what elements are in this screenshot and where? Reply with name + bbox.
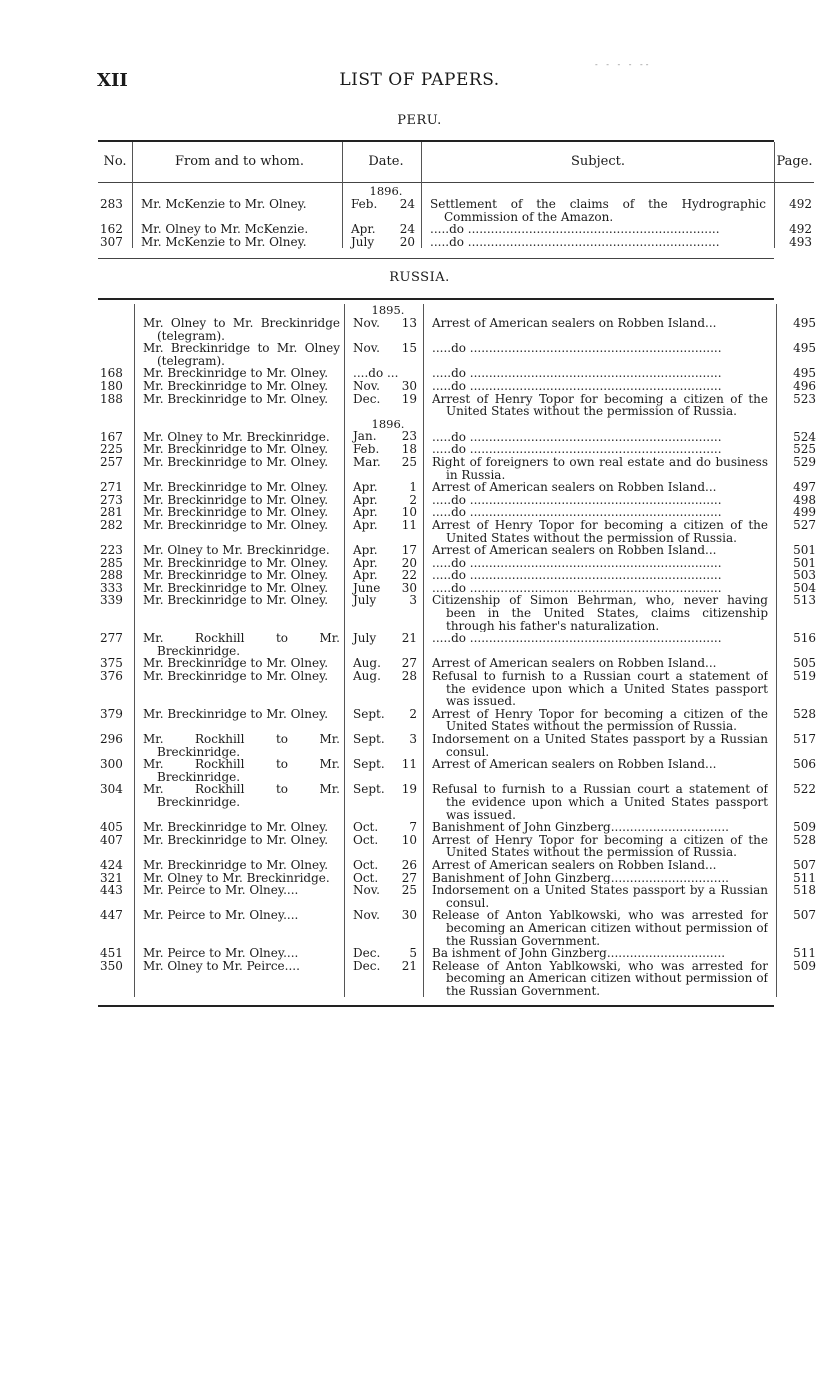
- date-month: Nov.: [353, 378, 380, 393]
- doc-number: 285: [100, 555, 123, 570]
- table-row: [98, 733, 818, 758]
- col-header-from: From and to whom.: [133, 142, 343, 183]
- date-day: 11: [401, 757, 417, 772]
- date-month: Nov.: [353, 908, 380, 923]
- russia-top-rule: [98, 298, 774, 300]
- col-header-subject: Subject.: [422, 142, 775, 183]
- correspondent: Mr. Breckinridge to Mr. Olney.: [143, 568, 329, 583]
- table-row: [98, 783, 818, 821]
- date-day: 1: [409, 480, 417, 495]
- date-month: Apr.: [353, 480, 378, 495]
- subject-text: Right of foreigners to own real estate and do business in Russia.: [432, 455, 768, 482]
- date-day: 11: [401, 517, 417, 532]
- date-month: Oct.: [353, 820, 379, 835]
- subject-text: Arrest of Henry Topor for becoming a citizen of the United States without the permission of Russia.: [432, 392, 768, 418]
- col-header-date: Date.: [343, 142, 422, 183]
- correspondent: Mr. Breckinridge to Mr. Olney.: [143, 442, 329, 457]
- date-day: 26: [401, 857, 417, 872]
- date-month: Oct.: [353, 870, 379, 885]
- page-ref: 507: [793, 857, 816, 872]
- correspondent: Mr. Breckinridge to Mr. Olney (telegram).: [143, 341, 340, 368]
- date-month: ....do ...: [353, 366, 399, 381]
- correspondent: Mr. Olney to Mr. Breckinridge.: [143, 870, 330, 885]
- page-ref: 495: [793, 316, 816, 330]
- subject-text: Indorsement on a United States passport by a Russian consul.: [432, 733, 768, 759]
- page-ref: 497: [793, 480, 816, 495]
- doc-number: 407: [100, 832, 123, 847]
- subject-text: Refusal to furnish to a Russian court a statement of the evidence upon which a United States passport was issued.: [432, 783, 768, 822]
- table-row: [98, 632, 818, 657]
- date-day: 21: [401, 631, 417, 646]
- doc-number: 257: [100, 454, 123, 469]
- subject-text: Indorsement on a United States passport by a Russian consul.: [432, 884, 768, 910]
- doc-number: 282: [100, 517, 123, 532]
- correspondent: Mr. Rockhill to Mr. Breckinridge.: [143, 631, 340, 658]
- date-day: 27: [401, 870, 417, 885]
- correspondent: Mr. Rockhill to Mr. Breckinridge.: [143, 757, 340, 784]
- page-ref: 492: [789, 197, 812, 211]
- correspondent: Mr. Olney to Mr. Peirce....: [143, 958, 300, 973]
- table-row: [98, 519, 818, 544]
- table-row: [98, 821, 818, 834]
- date-day: 2: [409, 706, 417, 721]
- year-label: 1896.: [371, 416, 405, 431]
- doc-number: 180: [100, 378, 123, 393]
- subject-text: .....do ..................................................................: [430, 235, 720, 249]
- subject-text: Ba ishment of John Ginzberg...............................: [432, 947, 726, 960]
- doc-number: 304: [100, 782, 123, 797]
- page-ref: 504: [793, 580, 816, 595]
- date-month: Dec.: [353, 958, 381, 973]
- table-row: [98, 418, 818, 444]
- doc-number: 424: [100, 857, 123, 872]
- subject-text: .....do ..................................................................: [432, 556, 722, 570]
- correspondent: Mr. McKenzie to Mr. Olney.: [141, 197, 307, 211]
- date-day: 17: [401, 543, 417, 558]
- correspondent: Mr. Peirce to Mr. Olney....: [143, 883, 299, 898]
- correspondent: Mr. Breckinridge to Mr. Olney.: [143, 593, 329, 608]
- col-header-page: Page.: [775, 142, 815, 183]
- page-ref: 516: [793, 631, 816, 646]
- doc-number: 350: [100, 958, 123, 973]
- date-month: Apr.: [353, 505, 378, 520]
- page-ref: 501: [793, 555, 816, 570]
- doc-number: 307: [100, 234, 123, 249]
- doc-number: 167: [100, 429, 123, 444]
- subject-text: .....do ..................................................................: [432, 379, 722, 393]
- subject-text: .....do ..................................................................: [432, 632, 722, 645]
- doc-number: 447: [100, 908, 123, 923]
- date-day: 10: [401, 505, 417, 520]
- date-day: 3: [409, 732, 417, 746]
- table-row: [98, 342, 818, 367]
- date-month: Nov.: [353, 883, 380, 898]
- page-ref: 527: [793, 517, 816, 532]
- correspondent: Mr. Olney to Mr. Breckinridge.: [143, 429, 330, 444]
- page-ref: 509: [793, 958, 816, 973]
- doc-number: 271: [100, 480, 123, 495]
- page-ref: 511: [793, 946, 816, 961]
- date-month: Nov.: [353, 341, 380, 356]
- subject-text: .....do ..................................................................: [432, 342, 722, 355]
- subject-text: .....do ..................................................................: [432, 581, 722, 595]
- table-row: [98, 834, 818, 859]
- correspondent: Mr. Breckinridge to Mr. Olney.: [143, 391, 329, 406]
- page-ref: 506: [793, 757, 816, 772]
- peru-table: [98, 142, 814, 248]
- page-ref: 496: [793, 378, 816, 393]
- correspondent: Mr. Rockhill to Mr. Breckinridge.: [143, 782, 340, 809]
- correspondent: Mr. Breckinridge to Mr. Olney.: [143, 480, 329, 495]
- page-ref: 522: [793, 782, 816, 797]
- column-header-row: [98, 142, 814, 183]
- correspondent: Mr. Breckinridge to Mr. Olney.: [143, 366, 329, 381]
- russia-table: [98, 304, 818, 997]
- correspondent: Mr. Olney to Mr. Breckinridge (telegram).: [143, 316, 340, 343]
- date-month: Oct.: [353, 832, 379, 847]
- page-ref: 495: [793, 341, 816, 356]
- table-row: [98, 758, 818, 783]
- date-month: July: [351, 234, 375, 249]
- correspondent: Mr. Olney to Mr. Breckinridge.: [143, 543, 330, 558]
- page-ref: 507: [793, 908, 816, 923]
- table-row: [98, 859, 818, 872]
- date-day: 18: [401, 442, 417, 457]
- doc-number: 296: [100, 732, 123, 746]
- subject-text: .....do ..................................................................: [432, 493, 722, 507]
- subject-text: .....do ..................................................................: [432, 430, 722, 444]
- date-month: Nov.: [353, 315, 380, 330]
- subject-text: .....do ..................................................................: [432, 367, 722, 380]
- page-ref: 518: [793, 883, 816, 898]
- date-month: Apr.: [353, 543, 378, 558]
- date-month: Jan.: [353, 429, 377, 444]
- date-day: 2: [409, 492, 417, 507]
- correspondent: Mr. McKenzie to Mr. Olney.: [141, 234, 307, 249]
- subject-text: Arrest of American sealers on Robben Island...: [432, 758, 717, 771]
- date-day: 7: [409, 820, 417, 835]
- correspondent: Mr. Peirce to Mr. Olney....: [143, 908, 299, 923]
- table-row: [98, 708, 818, 733]
- page-ref: 511: [793, 870, 816, 885]
- doc-number: 273: [100, 492, 123, 507]
- table-row: [98, 670, 818, 708]
- page-ref: 528: [793, 706, 816, 721]
- date-month: Sept.: [353, 757, 385, 772]
- subject-text: Arrest of American sealers on Robben Island...: [432, 481, 717, 494]
- correspondent: Mr. Peirce to Mr. Olney....: [143, 946, 299, 961]
- date-month: Feb.: [353, 442, 380, 457]
- page-ref: 528: [793, 832, 816, 847]
- date-month: Feb.: [351, 196, 378, 211]
- date-day: 15: [401, 341, 417, 356]
- table-row: [98, 544, 818, 557]
- doc-number: 405: [100, 820, 123, 835]
- page-ref: 523: [793, 391, 816, 406]
- page-ref: 513: [793, 593, 816, 608]
- year-label: 1895.: [371, 303, 405, 317]
- page-ref: 503: [793, 568, 816, 583]
- correspondent: Mr. Breckinridge to Mr. Olney.: [143, 454, 329, 469]
- doc-number: 321: [100, 870, 123, 885]
- table-row: [98, 304, 818, 342]
- date-day: 19: [401, 782, 417, 797]
- page-title: LIST OF PAPERS.: [339, 70, 500, 90]
- table-row: [98, 393, 818, 418]
- doc-number: 281: [100, 505, 123, 520]
- date-day: 21: [401, 958, 417, 973]
- correspondent: Mr. Breckinridge to Mr. Olney.: [143, 492, 329, 507]
- subject-text: Arrest of Henry Topor for becoming a citizen of the United States without the permission of Russia.: [432, 707, 768, 733]
- correspondent: Mr. Olney to Mr. McKenzie.: [141, 222, 309, 237]
- correspondent: Mr. Rockhill to Mr. Breckinridge.: [143, 732, 340, 759]
- doc-number: 162: [100, 222, 123, 237]
- subject-text: Arrest of American sealers on Robben Island...: [432, 657, 717, 671]
- subject-text: Arrest of American sealers on Robben Island...: [432, 317, 717, 330]
- subject-text: .....do ..................................................................: [432, 506, 722, 519]
- date-day: 20: [399, 234, 415, 249]
- table-row: [98, 884, 818, 909]
- doc-number: 376: [100, 669, 123, 684]
- date-month: Apr.: [353, 517, 378, 532]
- page-ref: 517: [793, 732, 816, 746]
- date-month: Aug.: [353, 669, 381, 684]
- page-ref: 524: [793, 429, 816, 444]
- doc-number: 300: [100, 757, 123, 772]
- doc-number: 188: [100, 391, 123, 406]
- date-month: Sept.: [353, 706, 385, 721]
- page-ref: 505: [793, 656, 816, 671]
- page-ref: 493: [789, 234, 812, 249]
- doc-number: 277: [100, 631, 123, 646]
- russia-bottom-rule: [98, 1005, 774, 1007]
- date-month: Dec.: [353, 946, 381, 961]
- col-header-no: No.: [103, 153, 127, 169]
- date-day: 28: [401, 669, 417, 684]
- table-row: [98, 223, 814, 236]
- table-row: [98, 569, 818, 582]
- peru-table-body: [98, 185, 814, 248]
- date-month: July: [353, 593, 377, 608]
- table-row: [98, 947, 818, 960]
- correspondent: Mr. Breckinridge to Mr. Olney.: [143, 669, 329, 684]
- date-day: 22: [401, 568, 417, 583]
- subject-text: Arrest of Henry Topor for becoming a citizen of the United States without the permission of Russia.: [432, 518, 768, 545]
- subject-text: Release of Anton Yablkowski, who was arrested for becoming an American citizen without permission of the Russian Government.: [432, 959, 768, 998]
- doc-number: 223: [100, 543, 123, 558]
- page-number: XII: [97, 70, 128, 91]
- correspondent: Mr. Breckinridge to Mr. Olney.: [143, 857, 329, 872]
- subject-text: .....do ..................................................................: [430, 223, 720, 236]
- date-day: 30: [401, 908, 417, 923]
- correspondent: Mr. Breckinridge to Mr. Olney.: [143, 580, 329, 595]
- section-title-peru: PERU.: [397, 113, 442, 128]
- doc-number: 375: [100, 656, 123, 671]
- page-ref: 499: [793, 505, 816, 520]
- date-month: June: [353, 580, 381, 595]
- date-day: 30: [401, 378, 417, 393]
- table-row: [98, 481, 818, 494]
- date-month: Mar.: [353, 454, 381, 469]
- doc-number: 451: [100, 946, 123, 961]
- doc-number: 225: [100, 442, 123, 457]
- date-month: Apr.: [353, 492, 378, 507]
- date-day: 20: [401, 555, 417, 570]
- date-day: 19: [401, 391, 417, 406]
- date-day: 23: [401, 429, 417, 444]
- page-ref: 492: [789, 222, 812, 237]
- correspondent: Mr. Breckinridge to Mr. Olney.: [143, 706, 329, 721]
- section-title-russia: RUSSIA.: [389, 270, 450, 285]
- table-row: [98, 594, 818, 632]
- date-day: 3: [409, 593, 417, 608]
- table-row: [98, 909, 818, 947]
- subject-text: Arrest of American sealers on Robben Island...: [432, 858, 717, 872]
- date-month: Apr.: [353, 555, 378, 570]
- page-ref: 529: [793, 454, 816, 469]
- date-month: Dec.: [353, 391, 381, 406]
- subject-text: Banishment of John Ginzberg...............................: [432, 871, 729, 885]
- date-month: Sept.: [353, 732, 385, 746]
- date-month: Oct.: [353, 857, 379, 872]
- correspondent: Mr. Breckinridge to Mr. Olney.: [143, 378, 329, 393]
- doc-number: 288: [100, 568, 123, 583]
- page-ref: 498: [793, 492, 816, 507]
- subject-text: .....do ..................................................................: [432, 443, 722, 456]
- subject-text: Arrest of American sealers on Robben Island...: [432, 544, 717, 557]
- date-month: Sept.: [353, 782, 385, 797]
- subject-text: .....do ..................................................................: [432, 569, 722, 582]
- date-day: 27: [401, 656, 417, 671]
- table-row: [98, 185, 814, 223]
- table-row: [98, 236, 814, 249]
- doc-number: 339: [100, 593, 123, 608]
- table-row: [98, 380, 818, 393]
- table-row: [98, 960, 818, 998]
- doc-number: 283: [100, 197, 123, 211]
- date-day: 13: [401, 315, 417, 330]
- page-ref: 501: [793, 543, 816, 558]
- correspondent: Mr. Breckinridge to Mr. Olney.: [143, 555, 329, 570]
- date-day: 25: [401, 454, 417, 469]
- russia-table-body: [98, 304, 818, 997]
- subject-text: Citizenship of Simon Behrman, who, never having been in the United States, claims citizenship through his father's naturalization.: [432, 594, 768, 633]
- corner-mark: - - - - --: [595, 60, 652, 69]
- correspondent: Mr. Breckinridge to Mr. Olney.: [143, 820, 329, 835]
- year-label: 1896.: [369, 184, 403, 198]
- subject-text: Arrest of Henry Topor for becoming a citizen of the United States without the permission of Russia.: [432, 833, 768, 859]
- subject-text: Settlement of the claims of the Hydrographic Commission of the Amazon.: [430, 198, 766, 224]
- date-day: 30: [401, 580, 417, 595]
- doc-number: 168: [100, 366, 123, 381]
- doc-number: 379: [100, 706, 123, 721]
- date-day: 24: [399, 196, 415, 211]
- subject-text: Banishment of John Ginzberg...............................: [432, 821, 729, 834]
- date-month: Aug.: [353, 656, 381, 671]
- correspondent: Mr. Breckinridge to Mr. Olney.: [143, 517, 329, 532]
- doc-number: 333: [100, 580, 123, 595]
- subject-text: Refusal to furnish to a Russian court a statement of the evidence upon which a United States passport was issued.: [432, 670, 768, 708]
- correspondent: Mr. Breckinridge to Mr. Olney.: [143, 505, 329, 520]
- date-month: Apr.: [351, 222, 376, 237]
- date-day: 5: [409, 946, 417, 961]
- date-day: 25: [401, 883, 417, 898]
- doc-number: 443: [100, 883, 123, 898]
- page-ref: 525: [793, 442, 816, 457]
- page-ref: 509: [793, 820, 816, 835]
- date-month: July: [353, 631, 377, 646]
- page-ref: 519: [793, 669, 816, 684]
- correspondent: Mr. Breckinridge to Mr. Olney.: [143, 656, 329, 671]
- date-day: 10: [401, 832, 417, 847]
- table-row: [98, 456, 818, 481]
- date-day: 24: [399, 222, 415, 237]
- page-ref: 495: [793, 366, 816, 381]
- correspondent: Mr. Breckinridge to Mr. Olney.: [143, 832, 329, 847]
- subject-text: Release of Anton Yablkowski, who was arrested for becoming an American citizen without permission of the Russian Government.: [432, 909, 768, 948]
- peru-bottom-rule: [98, 258, 774, 259]
- date-month: Apr.: [353, 568, 378, 583]
